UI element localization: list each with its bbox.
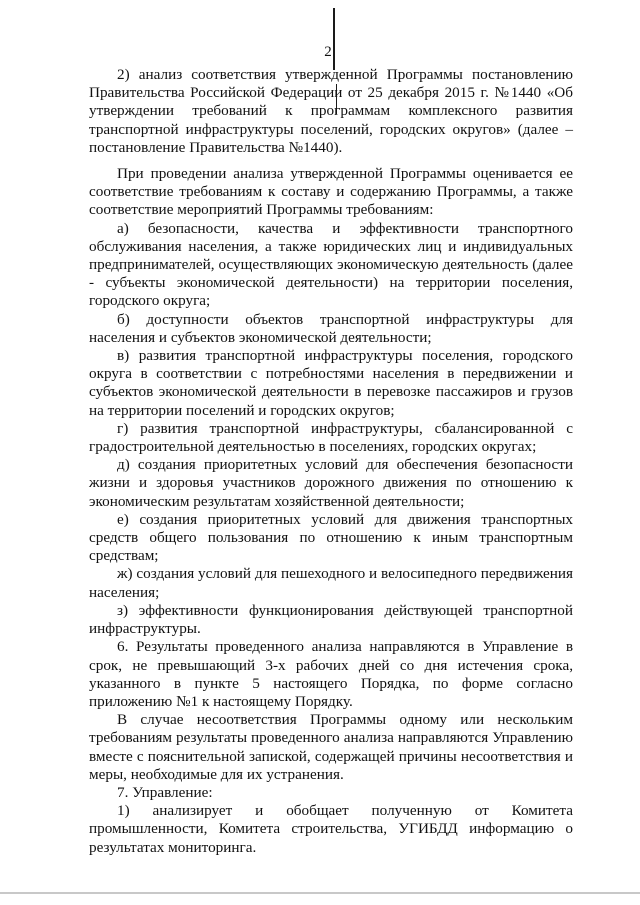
paragraph: г) развития транспортной инфраструктуры, сбалансированной с градостроительной деятельностью в поселениях, городских округах; bbox=[89, 419, 573, 456]
paragraph: д) создания приоритетных условий для обеспечения безопасности жизни и здоровья участников дорожного движения по отношению к экономическим результатам хозяйственной деятельности; bbox=[89, 456, 573, 510]
paragraph: 6. Результаты проведенного анализа направляются в Управление в срок, не превышающий 3-х рабочих дней со дня истечения срока, указанного в пункте 5 настоящего Порядка, по форме согласно приложению №1 к настоящему Порядку. bbox=[89, 638, 573, 710]
paragraph: б) доступности объектов транспортной инфраструктуры для населения и субъектов экономической деятельности; bbox=[89, 310, 573, 346]
paragraph: а) безопасности, качества и эффективности транспортного обслуживания населения, а также юридических лиц и индивидуальных предпринимателей, осуществляющих экономическую деятельность (далее - субъекты экономической деятельности) на территории поселения, городского округа; bbox=[89, 219, 573, 310]
paragraph: в) развития транспортной инфраструктуры поселения, городского округа в соответствии с потребностями населения в передвижении и субъектов экономической деятельности в перевозке пассажиров и грузов на территории поселений и городских округов; bbox=[89, 347, 573, 419]
page-number: 2 bbox=[324, 44, 332, 60]
paragraph: При проведении анализа утвержденной Программы оценивается ее соответствие требованиям к составу и содержанию Программы, а также соответствие мероприятий Программы требованиям: bbox=[89, 165, 573, 219]
paragraph: 1) анализирует и обобщает полученную от Комитета промышленности, Комитета строительства, УГИБДД информацию о результатах мониторинга. bbox=[89, 802, 573, 856]
paragraph: ж) создания условий для пешеходного и велосипедного передвижения населения; bbox=[89, 565, 573, 601]
paragraph: 2) анализ соответствия утвержденной Программы постановлению Правительства Российской Федерации от 25 декабря 2015 г. №1440 «Об утверждении требований к программам комплексного развития транспортной инфраструктуры поселений, городских округов» (далее – постановление Правительства №1440). bbox=[89, 66, 573, 156]
paragraph: В случае несоответствия Программы одному или нескольким требованиям результаты проведенного анализа направляются Управлению вместе с пояснительной запиской, содержащей причины несоответствия и меры, необходимые для их устранения. bbox=[89, 711, 573, 783]
paragraph: 7. Управление: bbox=[117, 783, 213, 801]
body-text bbox=[89, 66, 573, 857]
paragraph: з) эффективности функционирования действующей транспортной инфраструктуры. bbox=[89, 601, 573, 638]
scan-bottom-edge bbox=[0, 892, 640, 894]
paragraph: е) создания приоритетных условий для движения транспортных средств общего пользования по отношению к иным транспортным средствам; bbox=[89, 510, 573, 565]
